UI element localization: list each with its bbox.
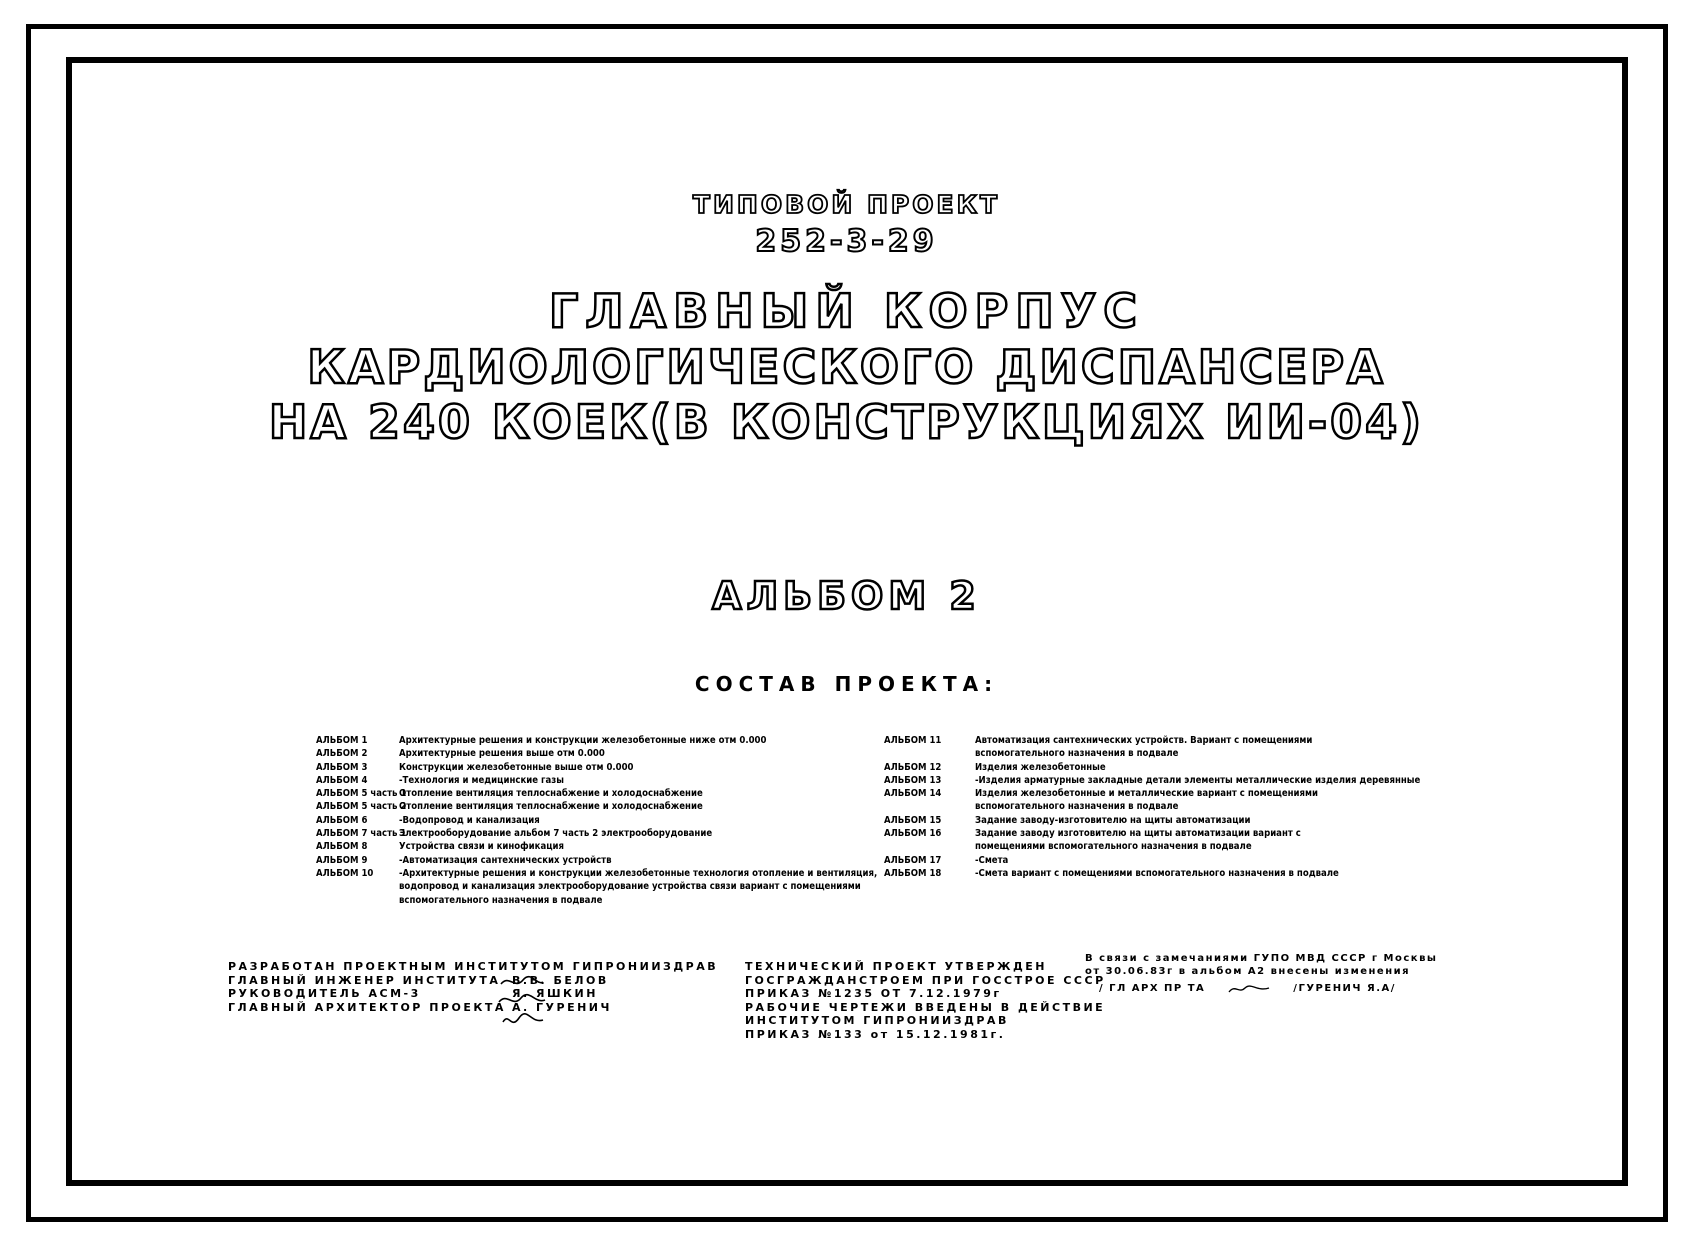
album-key: АЛЬБОМ 5 часть 1 (316, 788, 407, 800)
person-name: Я. ЯШКИН (512, 987, 598, 1001)
role-label: ГЛАВНЫЙ ИНЖЕНЕР ИНСТИТУТА (228, 973, 501, 987)
list-item (884, 827, 1420, 840)
list-item (884, 867, 1420, 880)
list-item (884, 761, 1420, 774)
person-name: В.В. БЕЛОВ (512, 973, 609, 987)
revision-note (1085, 952, 1437, 996)
album-key: АЛЬБОМ 17 (884, 854, 942, 866)
signature-row (228, 1001, 718, 1015)
signature-row (228, 987, 718, 1001)
album-key: АЛЬБОМ 12 (884, 761, 942, 773)
note-line: от 30.06.83г в альбом А2 внесены изменения (1085, 966, 1411, 977)
album-key: АЛЬБОМ 7 часть 1 (316, 828, 407, 840)
album-desc: Архитектурные решения выше отм 0.000 (399, 748, 605, 760)
list-item (316, 734, 877, 747)
role-label: РУКОВОДИТЕЛЬ АСМ-3 (228, 987, 421, 1001)
note-sign-left: / ГЛ АРХ ПР ТА (1099, 983, 1206, 994)
album-desc: вспомогательного назначения в подвале (975, 748, 1179, 760)
album-desc: Изделия железобетонные и металлические вариант с помещениями (975, 788, 1319, 800)
album-desc: Изделия железобетонные (975, 761, 1106, 773)
project-number: 252-3-29 (755, 224, 938, 259)
list-item (316, 800, 877, 813)
album-desc: Задание заводу изготовителю на щиты автоматизации вариант с (975, 828, 1301, 840)
album-key: АЛЬБОМ 4 (316, 774, 368, 786)
album-key: АЛЬБОМ 14 (884, 788, 942, 800)
list-item (316, 747, 877, 760)
composition-right-list (884, 734, 1420, 880)
list-item (316, 761, 877, 774)
album-desc: Автоматизация сантехнических устройств. Вариант с помещениями (975, 735, 1313, 746)
note-line: В связи с замечаниями ГУПО МВД СССР г Москвы (1085, 953, 1438, 964)
approval-line: РАБОЧИЕ ЧЕРТЕЖИ ВВЕДЕНЫ В ДЕЙСТВИЕ (745, 1000, 1106, 1014)
album-key: АЛЬБОМ 3 (316, 761, 368, 773)
album-desc: -Изделия арматурные закладные детали элементы металлические изделия деревянные (975, 774, 1421, 786)
album-desc: -Технология и медицинские газы (399, 774, 564, 786)
list-item (316, 854, 877, 867)
list-item (316, 827, 877, 840)
title-line-3: НА 240 КОЕК(В КОНСТРУКЦИЯХ ИИ-04) (268, 395, 1425, 449)
composition-left-list (316, 734, 877, 907)
handwritten-signatures (497, 972, 547, 1034)
developed-by: РАЗРАБОТАН ПРОЕКТНЫМ ИНСТИТУТОМ ГИПРОНИИЗДРАВ (228, 960, 719, 973)
title-line-1: ГЛАВНЫЙ КОРПУС (549, 284, 1144, 338)
album-title: АЛЬБОМ 2 (712, 574, 981, 618)
list-item (884, 774, 1420, 787)
person-name: А. ГУРЕНИЧ (512, 1000, 612, 1014)
album-desc: Конструкции железобетонные выше отм 0.000 (399, 761, 634, 773)
album-key (884, 800, 975, 813)
album-desc: -Смета вариант с помещениями вспомогательного назначения в подвале (975, 867, 1339, 879)
album-desc: Электрооборудование альбом 7 часть 2 электрооборудование (399, 828, 713, 840)
album-desc: Устройства связи и кинофикация (399, 841, 565, 853)
album-key: АЛЬБОМ 11 (884, 735, 942, 746)
album-key: АЛЬБОМ 10 (316, 867, 374, 879)
approval-block (745, 960, 1106, 1042)
list-item (316, 840, 877, 853)
album-desc: водопровод и канализация электрооборудование устройства связи вариант с помещениями (399, 881, 861, 893)
album-desc: помещениями вспомогательного назначения в подвале (975, 841, 1252, 853)
album-key (884, 840, 975, 853)
approval-line: ТЕХНИЧЕСКИЙ ПРОЕКТ УТВЕРЖДЕН (745, 960, 1048, 973)
note-sign-right: /ГУРЕНИЧ Я.А/ (1293, 983, 1396, 994)
list-item (316, 774, 877, 787)
list-item (884, 840, 1420, 853)
list-item (316, 894, 877, 907)
approval-line: ИНСТИТУТОМ ГИПРОНИИЗДРАВ (745, 1014, 1009, 1028)
album-key: АЛЬБОМ 5 часть 2 (316, 801, 407, 813)
list-item (884, 814, 1420, 827)
approval-line: ПРИКАЗ №1235 ОТ 7.12.1979г (745, 987, 1002, 1001)
list-item (316, 867, 877, 880)
approval-line: ГОСГРАЖДАНСТРОЕМ ПРИ ГОССТРОЕ СССР (745, 973, 1106, 987)
album-key (884, 747, 975, 760)
album-key: АЛЬБОМ 8 (316, 841, 368, 853)
album-key: АЛЬБОМ 16 (884, 828, 942, 840)
signature-row (228, 974, 718, 988)
developer-block (228, 960, 718, 1014)
album-desc: -Водопровод и канализация (399, 814, 540, 826)
album-key (316, 880, 399, 893)
album-key: АЛЬБОМ 15 (884, 814, 942, 826)
title-line-2: КАРДИОЛОГИЧЕСКОГО ДИСПАНСЕРА (307, 340, 1386, 394)
project-label: ТИПОВОЙ ПРОЕКТ (692, 190, 1001, 219)
album-desc: вспомогательного назначения в подвале (975, 801, 1179, 813)
album-desc: Архитектурные решения и конструкции железобетонные ниже отм 0.000 (399, 735, 767, 746)
album-desc: Задание заводу-изготовителю на щиты автоматизации (975, 814, 1251, 826)
album-key: АЛЬБОМ 6 (316, 814, 368, 826)
album-desc: -Архитектурные решения и конструкции железобетонные технология отопление и вентиляция, (399, 867, 878, 879)
album-desc: -Смета (975, 854, 1009, 866)
approval-line: ПРИКАЗ №133 от 15.12.1981г. (745, 1027, 1006, 1041)
list-item (316, 814, 877, 827)
list-item (884, 747, 1420, 760)
note-signature-row (1085, 982, 1437, 996)
album-key: АЛЬБОМ 18 (884, 867, 942, 879)
list-item (884, 854, 1420, 867)
album-desc: Отопление вентиляция теплоснабжение и холодоснабжение (399, 788, 703, 800)
list-item (316, 880, 877, 893)
album-key (316, 894, 399, 907)
composition-heading: СОСТАВ ПРОЕКТА: (694, 672, 999, 696)
album-key: АЛЬБОМ 1 (316, 735, 368, 746)
album-key: АЛЬБОМ 9 (316, 854, 368, 866)
album-desc: -Автоматизация сантехнических устройств (399, 854, 612, 866)
album-key: АЛЬБОМ 2 (316, 748, 368, 760)
role-label: ГЛАВНЫЙ АРХИТЕКТОР ПРОЕКТА (228, 1000, 506, 1014)
list-item (884, 734, 1420, 747)
note-signature (1227, 982, 1271, 996)
album-desc: Отопление вентиляция теплоснабжение и холодоснабжение (399, 801, 703, 813)
list-item (884, 787, 1420, 800)
list-item (316, 787, 877, 800)
album-key: АЛЬБОМ 13 (884, 774, 942, 786)
album-desc: вспомогательного назначения в подвале (399, 894, 603, 906)
list-item (884, 800, 1420, 813)
